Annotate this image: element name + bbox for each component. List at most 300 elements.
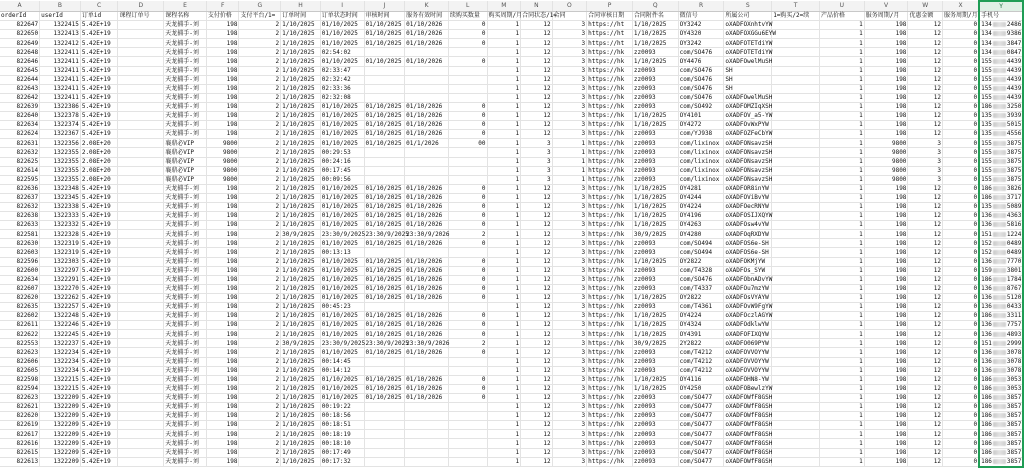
table-cell[interactable] <box>118 30 164 39</box>
table-cell[interactable]: 3 <box>552 221 587 230</box>
table-cell[interactable]: 198 <box>206 75 239 84</box>
table-cell[interactable]: 198 <box>206 421 239 430</box>
table-cell[interactable] <box>772 75 820 84</box>
table-cell[interactable]: 0 <box>448 266 487 275</box>
table-cell[interactable]: 3 <box>908 157 943 166</box>
table-cell[interactable]: 198 <box>206 412 239 421</box>
field-header-cell[interactable]: 合同附件名 <box>632 12 678 21</box>
table-cell[interactable]: 198 <box>206 321 239 330</box>
table-cell[interactable]: 01/10/2025 <box>364 184 405 193</box>
table-cell[interactable]: 1322413 <box>40 30 81 39</box>
table-cell[interactable]: 1 <box>487 202 521 211</box>
table-cell[interactable]: 12 <box>908 348 943 357</box>
table-cell[interactable]: 01/10/2026 <box>405 202 449 211</box>
table-cell[interactable]: 1322411 <box>40 93 81 102</box>
table-cell[interactable]: https://hk <box>587 293 633 302</box>
table-cell[interactable]: 襄鼎必VIP <box>164 157 207 166</box>
table-cell[interactable]: 2 <box>239 448 281 457</box>
table-cell[interactable]: 1/10/2025 <box>281 221 321 230</box>
table-cell[interactable]: 1/10/2025 <box>281 175 321 184</box>
table-cell[interactable]: 02:54:02 <box>320 48 364 57</box>
table-cell[interactable]: 3 <box>552 312 587 321</box>
table-cell[interactable]: https://hk <box>587 193 633 202</box>
table-cell[interactable]: 1 <box>487 193 521 202</box>
table-cell[interactable]: 12 <box>521 448 553 457</box>
table-cell[interactable]: 天龙捕手-刘 <box>164 384 207 393</box>
table-cell[interactable]: 12 <box>908 193 943 202</box>
table-cell[interactable]: 198 <box>864 339 908 348</box>
table-cell[interactable]: 1/10/2025 <box>281 403 321 412</box>
table-cell[interactable]: 822636 <box>0 184 40 193</box>
table-cell[interactable]: 1 <box>487 430 521 439</box>
table-cell[interactable]: 1 <box>487 212 521 221</box>
table-cell[interactable]: 0 <box>942 193 979 202</box>
table-cell[interactable]: 1/10/2025 <box>281 421 321 430</box>
table-cell[interactable]: 9800 <box>864 148 908 157</box>
table-cell[interactable] <box>118 457 164 467</box>
table-cell[interactable] <box>979 84 1023 93</box>
table-cell[interactable]: 1 <box>487 412 521 421</box>
table-cell[interactable]: 12 <box>908 439 943 448</box>
table-cell[interactable]: 0 <box>448 375 487 384</box>
table-cell[interactable]: 198 <box>864 257 908 266</box>
table-cell[interactable]: 1/10/2025 <box>281 166 321 175</box>
table-cell[interactable] <box>118 348 164 357</box>
table-cell[interactable]: 5.42E+19 <box>80 448 118 457</box>
table-cell[interactable]: 12 <box>908 221 943 230</box>
table-cell[interactable]: 1/10/2025 <box>281 384 321 393</box>
field-header-cell[interactable]: 微信号 <box>678 12 724 21</box>
table-cell[interactable] <box>118 266 164 275</box>
table-cell[interactable]: 01/10/2025 <box>320 30 364 39</box>
table-cell[interactable]: 00:24:16 <box>320 157 364 166</box>
table-cell[interactable]: 5.42E+19 <box>80 403 118 412</box>
table-cell[interactable]: 1 <box>487 257 521 266</box>
table-cell[interactable]: 3 <box>552 393 587 402</box>
table-cell[interactable]: 1 <box>487 457 521 467</box>
table-cell[interactable]: 5.42E+19 <box>80 57 118 66</box>
table-cell[interactable]: 天龙捕手-刘 <box>164 221 207 230</box>
table-cell[interactable]: 天龙捕手-刘 <box>164 57 207 66</box>
table-cell[interactable]: 01/10/2025 <box>320 112 364 121</box>
table-cell[interactable]: 01/10/2026 <box>405 239 449 248</box>
table-cell[interactable]: com/SO477 <box>678 448 724 457</box>
table-cell[interactable] <box>772 66 820 75</box>
table-cell[interactable]: 1 <box>487 375 521 384</box>
table-cell[interactable] <box>979 175 1023 184</box>
table-cell[interactable]: 5.42E+19 <box>80 312 118 321</box>
field-header-cell[interactable]: 产品价格 <box>819 12 864 21</box>
table-cell[interactable]: 12 <box>521 239 553 248</box>
table-cell[interactable] <box>772 30 820 39</box>
table-cell[interactable]: 天龙捕手-刘 <box>164 266 207 275</box>
table-cell[interactable]: 822602 <box>0 312 40 321</box>
table-cell[interactable]: https://hk <box>587 448 633 457</box>
table-cell[interactable]: 0 <box>448 121 487 130</box>
table-cell[interactable]: https://hk <box>587 75 633 84</box>
table-cell[interactable]: oXADFOXnhtvYW <box>725 21 773 29</box>
table-cell[interactable]: 30/9/2025 <box>632 230 678 239</box>
table-cell[interactable] <box>772 184 820 193</box>
table-cell[interactable]: zz0093 <box>632 284 678 293</box>
table-cell[interactable]: 天龙捕手-刘 <box>164 357 207 366</box>
table-cell[interactable]: 0 <box>448 39 487 48</box>
table-cell[interactable]: 1/10/2025 <box>281 275 321 284</box>
table-cell[interactable]: 1/10/2025 <box>632 193 678 202</box>
table-cell[interactable]: 822643 <box>0 84 40 93</box>
table-cell[interactable]: 12 <box>521 212 553 221</box>
table-cell[interactable]: 2.08E+20 <box>80 148 118 157</box>
table-cell[interactable]: 12 <box>908 257 943 266</box>
table-cell[interactable]: 1 <box>819 121 864 130</box>
table-cell[interactable]: 12 <box>908 184 943 193</box>
table-cell[interactable]: 12 <box>521 457 553 467</box>
table-cell[interactable]: 1322319 <box>40 248 81 257</box>
table-cell[interactable]: 12 <box>908 357 943 366</box>
table-cell[interactable]: 822613 <box>0 457 40 467</box>
table-cell[interactable]: 01/10/2026 <box>405 30 449 39</box>
table-cell[interactable]: 822634 <box>0 275 40 284</box>
table-cell[interactable] <box>772 439 820 448</box>
table-cell[interactable]: 0 <box>448 312 487 321</box>
table-cell[interactable]: 198 <box>206 439 239 448</box>
table-cell[interactable]: 2 <box>239 130 281 139</box>
table-cell[interactable]: 0 <box>942 39 979 48</box>
table-cell[interactable]: zz0093 <box>632 412 678 421</box>
table-cell[interactable]: 1 <box>819 157 864 166</box>
table-cell[interactable]: OY2822 <box>678 257 724 266</box>
table-cell[interactable]: 1/10/2025 <box>281 212 321 221</box>
table-cell[interactable]: 1322209 <box>40 393 81 402</box>
table-cell[interactable]: 天龙捕手-刘 <box>164 112 207 121</box>
table-cell[interactable]: 3 <box>552 66 587 75</box>
table-cell[interactable]: 2 <box>239 93 281 102</box>
table-cell[interactable]: 1322319 <box>40 239 81 248</box>
table-cell[interactable]: 2 <box>239 66 281 75</box>
table-cell[interactable]: 01/10/2025 <box>320 312 364 321</box>
table-cell[interactable]: 5.42E+19 <box>80 230 118 239</box>
table-cell[interactable] <box>979 275 1023 284</box>
table-cell[interactable] <box>772 39 820 48</box>
table-cell[interactable]: https://ht <box>587 30 633 39</box>
table-cell[interactable]: 12 <box>908 39 943 48</box>
table-cell[interactable]: OY4476 <box>678 57 724 66</box>
table-cell[interactable]: 3 <box>552 130 587 139</box>
table-cell[interactable]: 1 <box>487 339 521 348</box>
table-cell[interactable]: 0 <box>942 202 979 211</box>
column-header-n[interactable]: N <box>521 1 553 12</box>
table-cell[interactable]: 02:33:36 <box>320 84 364 93</box>
table-cell[interactable] <box>118 166 164 175</box>
table-cell[interactable]: 198 <box>206 284 239 293</box>
table-cell[interactable]: 23:30/9/2025 <box>321 230 366 238</box>
table-cell[interactable]: 822594 <box>0 384 40 393</box>
table-cell[interactable]: 2 <box>239 330 281 339</box>
table-cell[interactable]: 00:17:49 <box>320 448 364 457</box>
table-cell[interactable]: oXADFO069PYW <box>724 339 772 348</box>
field-header-cell[interactable]: 优惠金额 <box>908 12 943 21</box>
table-cell[interactable]: 襄鼎必VIP <box>164 166 207 175</box>
table-cell[interactable]: 12 <box>521 366 553 375</box>
table-cell[interactable]: 198 <box>864 84 908 93</box>
table-cell[interactable]: https://hk <box>587 303 633 312</box>
table-cell[interactable]: 2 <box>239 403 281 412</box>
table-cell[interactable] <box>979 321 1023 330</box>
table-cell[interactable]: com/lixinox <box>678 139 724 148</box>
table-cell[interactable]: 0 <box>942 166 979 175</box>
table-cell[interactable]: 0 <box>448 212 487 221</box>
table-cell[interactable]: SH <box>724 66 772 75</box>
table-cell[interactable]: 01/10/2025 <box>364 193 405 202</box>
table-cell[interactable]: 2 <box>239 257 281 266</box>
table-cell[interactable]: oXADFOWfF8GSH <box>725 403 773 411</box>
table-cell[interactable]: 00:19:22 <box>320 403 364 412</box>
table-cell[interactable]: 3 <box>552 212 587 221</box>
table-cell[interactable] <box>448 439 487 448</box>
table-cell[interactable] <box>448 457 487 467</box>
table-cell[interactable]: 3 <box>521 157 553 166</box>
table-cell[interactable]: 天龙捕手-刘 <box>164 403 207 412</box>
table-cell[interactable]: 198 <box>206 266 239 275</box>
table-cell[interactable]: com/T4337 <box>678 284 724 293</box>
table-cell[interactable]: oXADFOwelMuSH <box>725 57 773 65</box>
table-cell[interactable]: 198 <box>864 130 908 139</box>
table-cell[interactable]: 天龙捕手-刘 <box>164 312 207 321</box>
table-cell[interactable]: 1 <box>819 457 864 467</box>
table-cell[interactable]: 12 <box>908 202 943 211</box>
table-cell[interactable]: 0 <box>942 457 979 467</box>
table-cell[interactable]: 12 <box>521 393 553 402</box>
table-cell[interactable]: 01/10/2025 <box>364 112 405 121</box>
table-cell[interactable]: zz0093 <box>632 139 678 148</box>
table-cell[interactable]: 198 <box>864 221 908 230</box>
table-cell[interactable]: 3 <box>552 330 587 339</box>
table-cell[interactable]: com/lixinox <box>678 148 724 157</box>
table-cell[interactable]: 0 <box>942 84 979 93</box>
table-cell[interactable]: 00:17:32 <box>320 457 364 467</box>
table-cell[interactable]: 0 <box>942 357 979 366</box>
table-cell[interactable]: 2 <box>239 239 281 248</box>
table-cell[interactable]: 3 <box>552 430 587 439</box>
table-cell[interactable] <box>979 403 1023 412</box>
table-cell[interactable]: 1/10/2025 <box>281 330 321 339</box>
table-cell[interactable]: https://hk <box>587 266 633 275</box>
table-cell[interactable] <box>118 384 164 393</box>
table-cell[interactable]: 1/10/2025 <box>281 102 321 111</box>
table-cell[interactable]: 12 <box>521 330 553 339</box>
table-cell[interactable]: 2 <box>239 75 281 84</box>
table-cell[interactable]: 1 <box>487 248 521 257</box>
table-cell[interactable]: 01/10/2025 <box>320 284 364 293</box>
table-cell[interactable]: 198 <box>864 403 908 412</box>
table-cell[interactable]: 198 <box>864 248 908 257</box>
table-cell[interactable]: https://hk <box>587 384 633 393</box>
table-cell[interactable]: 5.42E+19 <box>80 275 118 284</box>
table-cell[interactable]: 1322355 <box>40 166 81 175</box>
table-cell[interactable]: 1 <box>819 221 864 230</box>
table-cell[interactable]: 2 <box>239 112 281 121</box>
table-cell[interactable] <box>979 212 1023 221</box>
table-cell[interactable]: 1/10/2025 <box>281 430 321 439</box>
table-cell[interactable]: 00:09:56 <box>320 175 364 184</box>
table-cell[interactable]: https://hk <box>587 366 633 375</box>
table-cell[interactable]: 1322303 <box>40 257 81 266</box>
table-cell[interactable]: 0 <box>942 21 979 30</box>
table-cell[interactable]: 198 <box>864 357 908 366</box>
table-cell[interactable]: 0 <box>448 112 487 121</box>
table-cell[interactable]: 1/10/2025 <box>281 193 321 202</box>
table-cell[interactable]: 1/10/2025 <box>281 284 321 293</box>
table-cell[interactable] <box>364 430 405 439</box>
table-cell[interactable] <box>772 330 820 339</box>
table-cell[interactable]: OY3242 <box>678 39 724 48</box>
table-cell[interactable]: 822647 <box>0 21 40 30</box>
table-cell[interactable]: 天龙捕手-刘 <box>164 184 207 193</box>
table-cell[interactable]: 01/10/2026 <box>405 312 449 321</box>
column-header-l[interactable]: L <box>448 1 487 12</box>
table-cell[interactable]: 0 <box>942 93 979 102</box>
table-cell[interactable]: com/T4328 <box>678 266 724 275</box>
table-cell[interactable]: 1/10/2025 <box>281 257 321 266</box>
table-cell[interactable]: 2 <box>239 384 281 393</box>
field-header-cell[interactable]: 审核时间 <box>364 12 405 21</box>
table-cell[interactable]: 0 <box>448 384 487 393</box>
table-cell[interactable]: 12 <box>908 248 943 257</box>
table-cell[interactable]: 1 <box>819 248 864 257</box>
table-cell[interactable]: 12 <box>908 239 943 248</box>
table-cell[interactable]: 1 <box>819 439 864 448</box>
table-cell[interactable]: 1 <box>487 175 521 184</box>
table-cell[interactable]: 3 <box>521 148 553 157</box>
table-cell[interactable]: 01/10/2025 <box>364 321 405 330</box>
table-cell[interactable]: 12 <box>521 430 553 439</box>
table-cell[interactable]: 0 <box>942 284 979 293</box>
table-cell[interactable]: 1322411 <box>40 48 81 57</box>
table-cell[interactable]: 822639 <box>0 102 40 111</box>
table-cell[interactable]: oXADFONsavzSH <box>725 148 773 156</box>
table-cell[interactable] <box>405 93 449 102</box>
table-cell[interactable]: 1/10/2025 <box>632 30 678 39</box>
table-cell[interactable]: 2 <box>239 266 281 275</box>
table-cell[interactable]: 0 <box>942 175 979 184</box>
table-cell[interactable] <box>772 84 820 93</box>
table-cell[interactable] <box>364 448 405 457</box>
table-cell[interactable]: 2 <box>239 284 281 293</box>
table-cell[interactable]: 2 <box>239 21 281 30</box>
table-cell[interactable]: 0 <box>448 57 487 66</box>
table-cell[interactable]: 12 <box>908 375 943 384</box>
table-cell[interactable]: 2 <box>239 293 281 302</box>
table-cell[interactable]: 01/10/2026 <box>405 102 449 111</box>
table-cell[interactable]: zz0093 <box>632 393 678 402</box>
table-cell[interactable]: 198 <box>864 330 908 339</box>
table-cell[interactable]: 198 <box>206 303 239 312</box>
table-cell[interactable]: 1/10/2025 <box>281 312 321 321</box>
field-header-cell[interactable]: 合同审核日期 <box>587 12 633 21</box>
table-cell[interactable] <box>405 48 449 57</box>
table-cell[interactable]: 30/9/2025 <box>281 230 321 239</box>
table-cell[interactable]: 822616 <box>0 439 40 448</box>
column-header-f[interactable]: F <box>206 1 239 12</box>
table-cell[interactable]: 9800 <box>864 166 908 175</box>
table-cell[interactable]: 1 <box>487 293 521 302</box>
table-cell[interactable] <box>118 93 164 102</box>
table-cell[interactable]: 01/10/2026 <box>405 348 449 357</box>
table-cell[interactable]: com/T4361 <box>678 303 724 312</box>
table-cell[interactable] <box>364 148 405 157</box>
table-cell[interactable] <box>405 84 449 93</box>
table-cell[interactable] <box>118 430 164 439</box>
table-cell[interactable]: 01/10/2025 <box>364 130 405 139</box>
table-cell[interactable]: 12 <box>521 321 553 330</box>
table-cell[interactable]: 1322215 <box>40 375 81 384</box>
table-cell[interactable]: oXADFOWfF8GSH <box>725 439 773 447</box>
table-cell[interactable]: 1 <box>487 284 521 293</box>
table-cell[interactable]: 3 <box>552 303 587 312</box>
table-cell[interactable]: 01/10/2025 <box>364 57 405 66</box>
table-cell[interactable]: 2 <box>239 48 281 57</box>
table-cell[interactable]: https://hk <box>587 312 633 321</box>
table-cell[interactable]: 198 <box>206 384 239 393</box>
table-cell[interactable]: 198 <box>206 121 239 130</box>
table-cell[interactable]: 2 <box>239 439 281 448</box>
table-cell[interactable]: 822625 <box>0 157 40 166</box>
table-cell[interactable]: OY4263 <box>678 221 724 230</box>
table-cell[interactable]: 1/10/2025 <box>632 121 678 130</box>
table-cell[interactable]: 198 <box>206 39 239 48</box>
table-cell[interactable] <box>118 248 164 257</box>
table-cell[interactable]: zz0093 <box>632 366 678 375</box>
table-cell[interactable] <box>448 148 487 157</box>
table-cell[interactable]: 12 <box>521 57 553 66</box>
table-cell[interactable]: 12 <box>521 112 553 121</box>
table-cell[interactable]: 198 <box>864 375 908 384</box>
table-cell[interactable]: 0 <box>942 366 979 375</box>
table-cell[interactable] <box>118 112 164 121</box>
table-cell[interactable]: 1/10/2025 <box>281 366 321 375</box>
table-cell[interactable]: https://hk <box>587 166 633 175</box>
table-cell[interactable]: 5.42E+19 <box>80 248 118 257</box>
table-cell[interactable]: 12 <box>521 48 553 57</box>
table-cell[interactable]: 198 <box>864 448 908 457</box>
table-cell[interactable] <box>772 48 820 57</box>
table-cell[interactable]: OY4224 <box>678 202 724 211</box>
table-cell[interactable]: 198 <box>864 93 908 102</box>
table-cell[interactable]: zz0093 <box>632 75 678 84</box>
table-cell[interactable]: 5.42E+19 <box>80 412 118 421</box>
table-cell[interactable]: 1 <box>552 175 587 184</box>
table-cell[interactable]: 3 <box>521 139 553 148</box>
table-cell[interactable]: 198 <box>206 84 239 93</box>
table-cell[interactable]: 2 <box>239 166 281 175</box>
table-cell[interactable] <box>448 430 487 439</box>
table-cell[interactable] <box>979 266 1023 275</box>
table-cell[interactable]: 198 <box>864 348 908 357</box>
table-cell[interactable]: OY4250 <box>678 384 724 393</box>
table-cell[interactable]: 1/10/2025 <box>281 348 321 357</box>
table-cell[interactable] <box>772 448 820 457</box>
table-cell[interactable]: 天龙捕手-刘 <box>164 339 207 348</box>
table-cell[interactable] <box>772 175 820 184</box>
table-cell[interactable] <box>118 312 164 321</box>
table-cell[interactable]: 1322345 <box>40 193 81 202</box>
table-cell[interactable]: 12 <box>521 75 553 84</box>
table-cell[interactable]: 3 <box>552 412 587 421</box>
table-cell[interactable]: https://ht <box>587 21 633 30</box>
column-header-j[interactable]: J <box>364 1 405 12</box>
table-cell[interactable]: 822607 <box>0 284 40 293</box>
table-cell[interactable]: 天龙捕手-刘 <box>164 30 207 39</box>
